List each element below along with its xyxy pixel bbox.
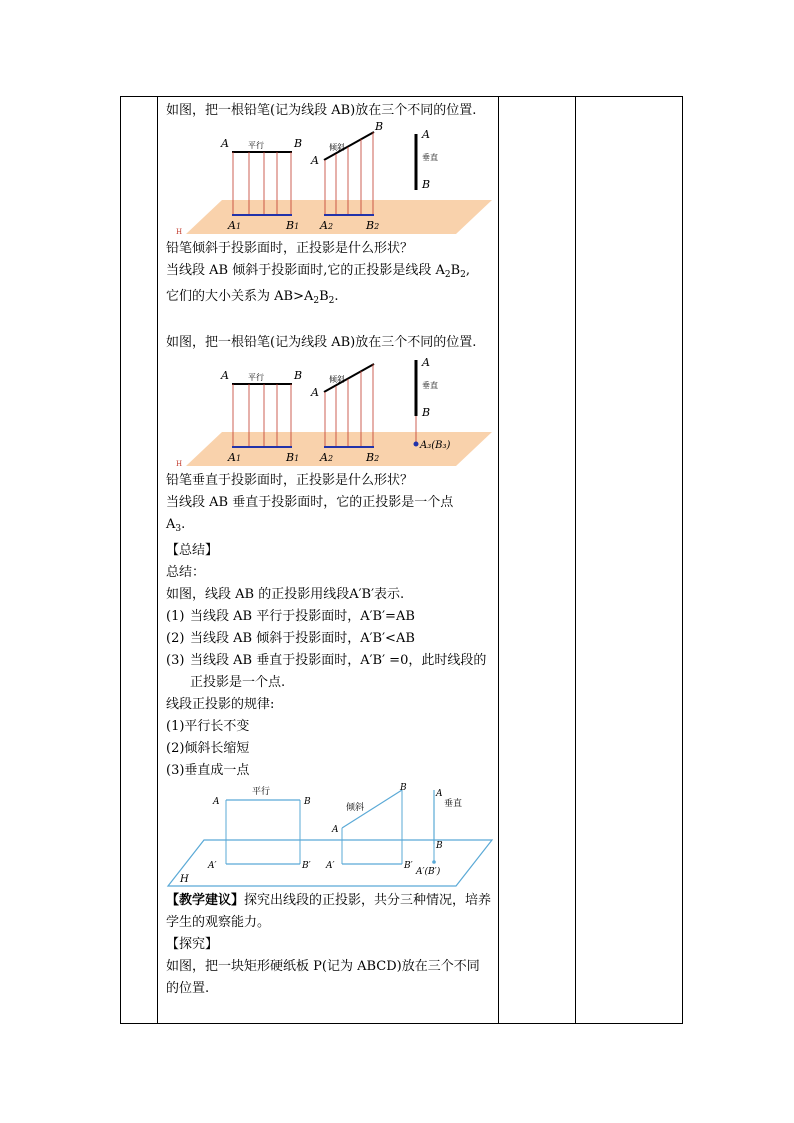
label-oblique: 倾斜 bbox=[346, 803, 365, 813]
label-parallel: 平行 bbox=[248, 373, 264, 382]
projection-point-a3 bbox=[414, 442, 419, 447]
intro-2: 如图，把一根铅笔(记为线段 AB)放在三个不同的位置. bbox=[166, 335, 477, 350]
label-b1: B1 bbox=[286, 451, 300, 464]
plane-label-h: H bbox=[176, 228, 183, 236]
label-vertical: 垂直 bbox=[422, 153, 438, 162]
summary-item-3: (3) 当线段 AB 垂直于投影面时，A′B′ =0，此时线段的正投影是一个点. bbox=[166, 653, 487, 690]
answer-1-line-2: 它们的大小关系为 $AB>A_2B_2$. bbox=[166, 289, 339, 306]
intro-1: 如图，把一根铅笔(记为线段 AB)放在三个不同的位置. bbox=[166, 103, 477, 118]
label-b-vertical: B bbox=[436, 841, 443, 851]
label-a-oblique: A bbox=[311, 386, 319, 399]
figure-projection-summary bbox=[166, 782, 496, 890]
label-a1: A1 bbox=[228, 219, 242, 232]
label-b2: B2 bbox=[366, 219, 380, 232]
table-cell-right-2 bbox=[576, 97, 683, 1024]
projection-point bbox=[432, 860, 436, 864]
summary-item-1: (1) 当线段 AB 平行于投影面时，A′B′=AB bbox=[166, 609, 415, 624]
label-b-vertical: B bbox=[422, 178, 431, 191]
label-a-vertical: A bbox=[422, 128, 430, 141]
label-a3b3: A₃(B₃) bbox=[420, 440, 451, 451]
spacer bbox=[166, 312, 492, 332]
label-b2: B2 bbox=[366, 451, 380, 464]
label-b-oblique: B bbox=[400, 783, 407, 793]
label-oblique: 倾斜 bbox=[329, 375, 345, 384]
label-a-prime-b-prime: A′(B′) bbox=[416, 867, 441, 877]
explore-text: 如图，把一块矩形硬纸板 P(记为 ABCD)放在三个不同的位置. bbox=[166, 959, 480, 996]
table-cell-main bbox=[158, 97, 499, 1024]
question-2: 铅笔垂直于投影面时，正投影是什么形状？ bbox=[166, 473, 414, 488]
rule-1: (1)平行长不变 bbox=[166, 719, 250, 734]
label-b-parallel: B bbox=[294, 369, 303, 382]
label-a-oblique: A bbox=[311, 154, 319, 167]
label-a-prime: A′ bbox=[208, 861, 217, 871]
plane-label-h: H bbox=[180, 874, 189, 885]
label-a1: A1 bbox=[228, 451, 242, 464]
label-a-parallel: A bbox=[221, 369, 229, 382]
summary-intro: 如图，线段 AB 的正投影用线段A′B′表示. bbox=[166, 587, 405, 602]
label-a-vertical: A bbox=[436, 789, 443, 799]
label-a-parallel: A bbox=[221, 137, 229, 150]
label-oblique: 倾斜 bbox=[329, 143, 345, 152]
answer-1-line-1: 当线段 AB 倾斜于投影面时,它的正投影是线段 $A_2B_2$, bbox=[166, 263, 471, 280]
rules-title: 线段正投影的规律: bbox=[166, 697, 275, 712]
lesson-table bbox=[120, 96, 683, 1024]
summary-label: 总结： bbox=[166, 565, 206, 580]
rule-3: (3)垂直成一点 bbox=[166, 763, 250, 778]
label-a-prime-oblique: A′ bbox=[326, 861, 335, 871]
table-cell-left bbox=[121, 97, 158, 1024]
label-parallel: 平行 bbox=[252, 787, 271, 797]
label-b-vertical: B bbox=[422, 406, 431, 419]
label-parallel: 平行 bbox=[248, 141, 264, 150]
figure-pencil-positions-1 bbox=[166, 122, 496, 238]
teaching-suggestion: 【教学建议】探究出线段的正投影，共分三种情况，培养学生的观察能力。 bbox=[166, 893, 492, 930]
answer-2-line-1: 当线段 AB 垂直于投影面时，它的正投影是一个点 bbox=[166, 495, 454, 510]
figure-pencil-positions-2 bbox=[166, 354, 496, 470]
label-a-oblique: A bbox=[332, 825, 339, 835]
label-vertical: 垂直 bbox=[444, 799, 463, 809]
label-b-prime-oblique: B′ bbox=[404, 861, 413, 871]
label-a-vertical: A bbox=[422, 356, 430, 369]
label-b-parallel: B bbox=[294, 137, 303, 150]
label-b-oblique: B bbox=[375, 122, 384, 133]
label-b: B bbox=[304, 797, 311, 807]
question-1: 铅笔倾斜于投影面时，正投影是什么形状？ bbox=[166, 241, 414, 256]
rule-2: (2)倾斜长缩短 bbox=[166, 741, 250, 756]
plane-label-h: H bbox=[176, 460, 183, 468]
summary-item-2: (2) 当线段 AB 倾斜于投影面时，A′B′<AB bbox=[166, 631, 415, 646]
main-content bbox=[158, 97, 498, 1000]
label-b1: B1 bbox=[286, 219, 300, 232]
label-b-prime: B′ bbox=[302, 861, 311, 871]
label-vertical: 垂直 bbox=[422, 381, 438, 390]
label-a: A bbox=[213, 797, 220, 807]
summary-heading: 【总结】 bbox=[166, 543, 219, 558]
label-a2: A2 bbox=[320, 451, 334, 464]
answer-2-line-2: $A_3$. bbox=[166, 517, 186, 534]
explore-heading: 【探究】 bbox=[166, 937, 219, 952]
table-cell-right-1 bbox=[499, 97, 576, 1024]
label-a2: A2 bbox=[320, 219, 334, 232]
